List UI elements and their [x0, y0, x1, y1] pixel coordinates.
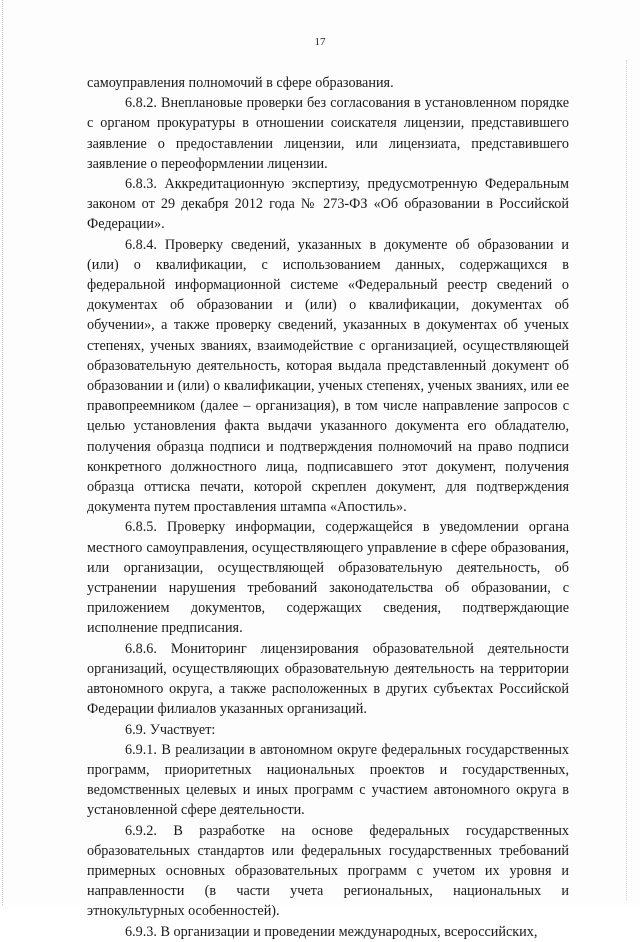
paragraph-6-9-1: 6.9.1. В реализации в автономном округе федеральных государственных программ, приоритетных национальных проектов и государственных, ведомственных целевых и иных программ с участием автономного округа в установленной сфере деятельности. [87, 741, 569, 819]
paragraph-6-9: 6.9. Участвует: [125, 721, 216, 738]
paragraph-6-8-3: 6.8.3. Аккредитационную экспертизу, предусмотренную Федеральным законом от 29 декабря 2012 года № 273-ФЗ «Об образовании в Российской Федерации». [87, 176, 569, 233]
paragraph-6-9-2: 6.9.2. В разработке на основе федеральных государственных образовательных стандартов или федеральных государственных требований примерных основных образовательных программ с учетом их уровня и направленности (в части учета региональных, национальных и этнокультурных особенностей). [87, 822, 569, 920]
paragraph-6-8-6: 6.8.6. Мониторинг лицензирования образовательной деятельности организаций, осуществляющих образовательную деятельность на территории автономного округа, а также расположенных в других субъектах Российской Федерации филиалов указанных организаций. [87, 640, 569, 718]
document-body [87, 73, 569, 942]
paragraph-6-9-3: 6.9.3. В организации и проведении международных, всероссийских, [125, 923, 538, 940]
page-number: 17 [314, 36, 326, 48]
scan-edge-left [2, 0, 4, 905]
scan-edge-right [626, 60, 628, 900]
paragraph-continuation: самоуправления полномочий в сфере образования. [87, 75, 394, 91]
paragraph-6-8-2: 6.8.2. Внеплановые проверки без согласования в установленном порядке с органом прокуратуры в отношении соискателя лицензии, представившего заявление о предоставлении лицензии, или лицензиата, представившего заявление о переоформлении лицензии. [87, 95, 569, 172]
paragraph-6-8-5: 6.8.5. Проверку информации, содержащейся в уведомлении органа местного самоуправления, осуществляющего управление в сфере образования, или организации, осуществляющей образовательную деятельность, об устранении нарушения требований законодательства об образовании, с приложением документов, содержащих сведения, подтверждающие исполнение предписания. [87, 519, 569, 637]
paragraph-6-8-4: 6.8.4. Проверку сведений, указанных в документе об образовании и (или) о квалификации, с использованием данных, содержащихся в федеральной информационной системе «Федеральный реестр сведений о документах об образовании и (или) о квалификации, документах об обучении», а также проверку сведений, указанных в документах об ученых степенях, ученых званиях, взаимодействие с организацией, осуществляющей образовательную деятельность, которая выдала представленный документ об образовании и (или) о квалификации, ученых степенях, ученых званиях, или ее правопреемником (далее – организация), в том числе направление запросов с целью установления факта выдачи указанного документа его обладателю, получения образца подписи и подтверждения полномочий на право подписи конкретного должностного лица, подписавшего этот документ, получения образца оттиска печати, которой скреплен документ, для подтверждения документа путем проставления штампа «Апостиль». [87, 236, 569, 516]
